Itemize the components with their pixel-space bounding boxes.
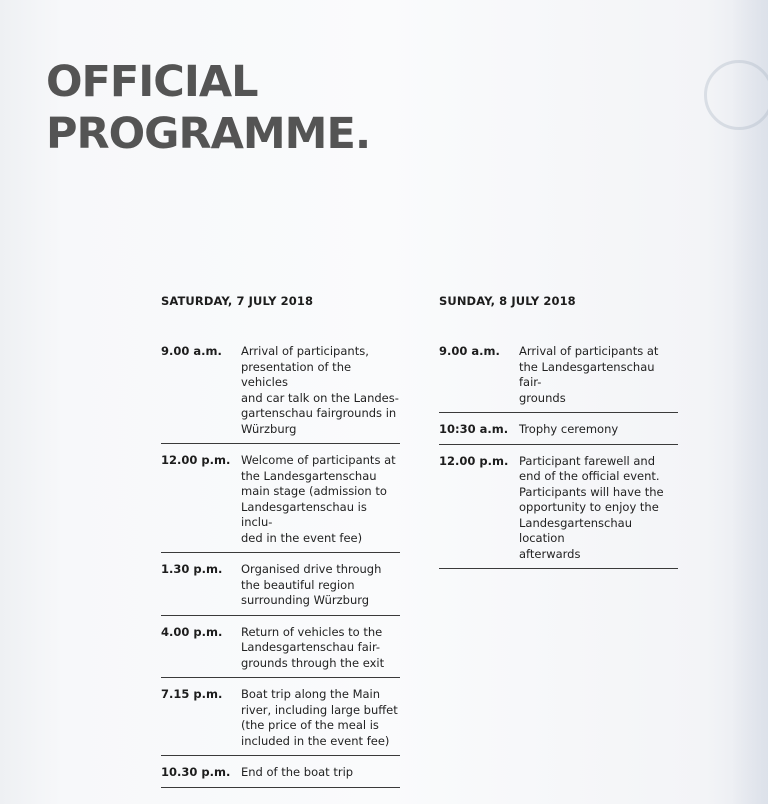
- saturday-events: [161, 344, 400, 788]
- event-description-line: Trophy ceremony: [519, 422, 619, 436]
- event-description-line: the Landesgartenschau: [241, 468, 377, 483]
- event-description-line: End of the boat trip: [241, 765, 354, 779]
- event-description-line: and car talk on the Landes-: [241, 390, 399, 405]
- event-description: [241, 453, 400, 546]
- event-description-line: main stage (admission to: [241, 484, 387, 498]
- event-description-line: surrounding Würzburg: [241, 593, 370, 607]
- schedule-row: [439, 344, 678, 413]
- schedule-row: [161, 562, 400, 616]
- event-description: [519, 422, 678, 438]
- event-description: [241, 687, 400, 749]
- schedule-row: [161, 765, 400, 788]
- schedule-row: [161, 687, 400, 756]
- event-time: 7.15 p.m.: [161, 687, 223, 701]
- event-description-line: opportunity to enjoy the: [519, 500, 659, 514]
- title-line-1: OFFICIAL: [46, 57, 258, 107]
- schedule-row: [439, 454, 678, 570]
- event-description-line: grounds: [519, 390, 566, 405]
- event-description: [241, 765, 400, 781]
- event-description-line: (the price of the meal is: [241, 718, 379, 732]
- title-line-2: PROGRAMME.: [46, 109, 371, 159]
- schedule-row: [439, 422, 678, 445]
- event-description-line: Organised drive through: [241, 562, 382, 576]
- event-description-line: presentation of the vehicles: [241, 359, 352, 389]
- event-time: 10.30 p.m.: [161, 765, 231, 779]
- event-description-line: Participants will have the: [519, 484, 664, 499]
- event-time: 12.00 p.m.: [439, 453, 509, 468]
- event-description-line: Boat trip along the Main: [241, 687, 381, 701]
- event-description: [241, 344, 400, 437]
- page-title: [46, 56, 370, 160]
- event-description: [241, 625, 400, 672]
- event-description-line: Landesgartenschau fair-: [241, 640, 381, 654]
- event-description-line: Participant farewell and: [519, 453, 656, 468]
- event-description-line: grounds through the exit: [241, 655, 385, 670]
- event-description-line: Arrival of participants at: [519, 344, 659, 358]
- event-description-line: end of the official event.: [519, 469, 660, 483]
- event-description-line: Landesgartenschau is inclu-: [241, 499, 367, 529]
- event-time: 1.30 p.m.: [161, 562, 223, 576]
- event-description-line: river, including large buffet: [241, 702, 398, 717]
- event-time: 4.00 p.m.: [161, 624, 223, 639]
- sunday-heading: SUNDAY, 8 JULY 2018: [439, 294, 576, 308]
- event-description-line: ded in the event fee): [241, 530, 363, 545]
- event-description: [519, 454, 678, 563]
- schedule-row: [161, 344, 400, 444]
- saturday-schedule: [161, 294, 400, 797]
- event-description: [519, 344, 678, 406]
- event-time: 9.00 a.m.: [439, 344, 500, 358]
- event-description-line: Welcome of participants at: [241, 453, 396, 467]
- saturday-heading: SATURDAY, 7 JULY 2018: [161, 294, 314, 308]
- event-time: 12.00 p.m.: [161, 453, 231, 467]
- event-description-line: the Landesgartenschau fair-: [519, 359, 655, 389]
- schedule-row: [161, 453, 400, 553]
- sunday-events: [439, 344, 678, 569]
- event-description-line: Würzburg: [241, 421, 297, 436]
- brand-logo-watermark: [704, 60, 768, 130]
- event-description-line: gartenschau fairgrounds in: [241, 406, 397, 420]
- event-description-line: included in the event fee): [241, 733, 390, 748]
- schedule-row: [161, 625, 400, 679]
- event-time: 10:30 a.m.: [439, 422, 509, 436]
- sunday-schedule: [439, 294, 678, 578]
- event-description-line: afterwards: [519, 546, 581, 561]
- event-description-line: Arrival of participants,: [241, 344, 369, 358]
- event-description: [241, 562, 400, 609]
- event-description-line: the beautiful region: [241, 577, 355, 592]
- event-time: 9.00 a.m.: [161, 344, 222, 358]
- event-description-line: Landesgartenschau location: [519, 515, 632, 545]
- event-description-line: Return of vehicles to the: [241, 624, 383, 639]
